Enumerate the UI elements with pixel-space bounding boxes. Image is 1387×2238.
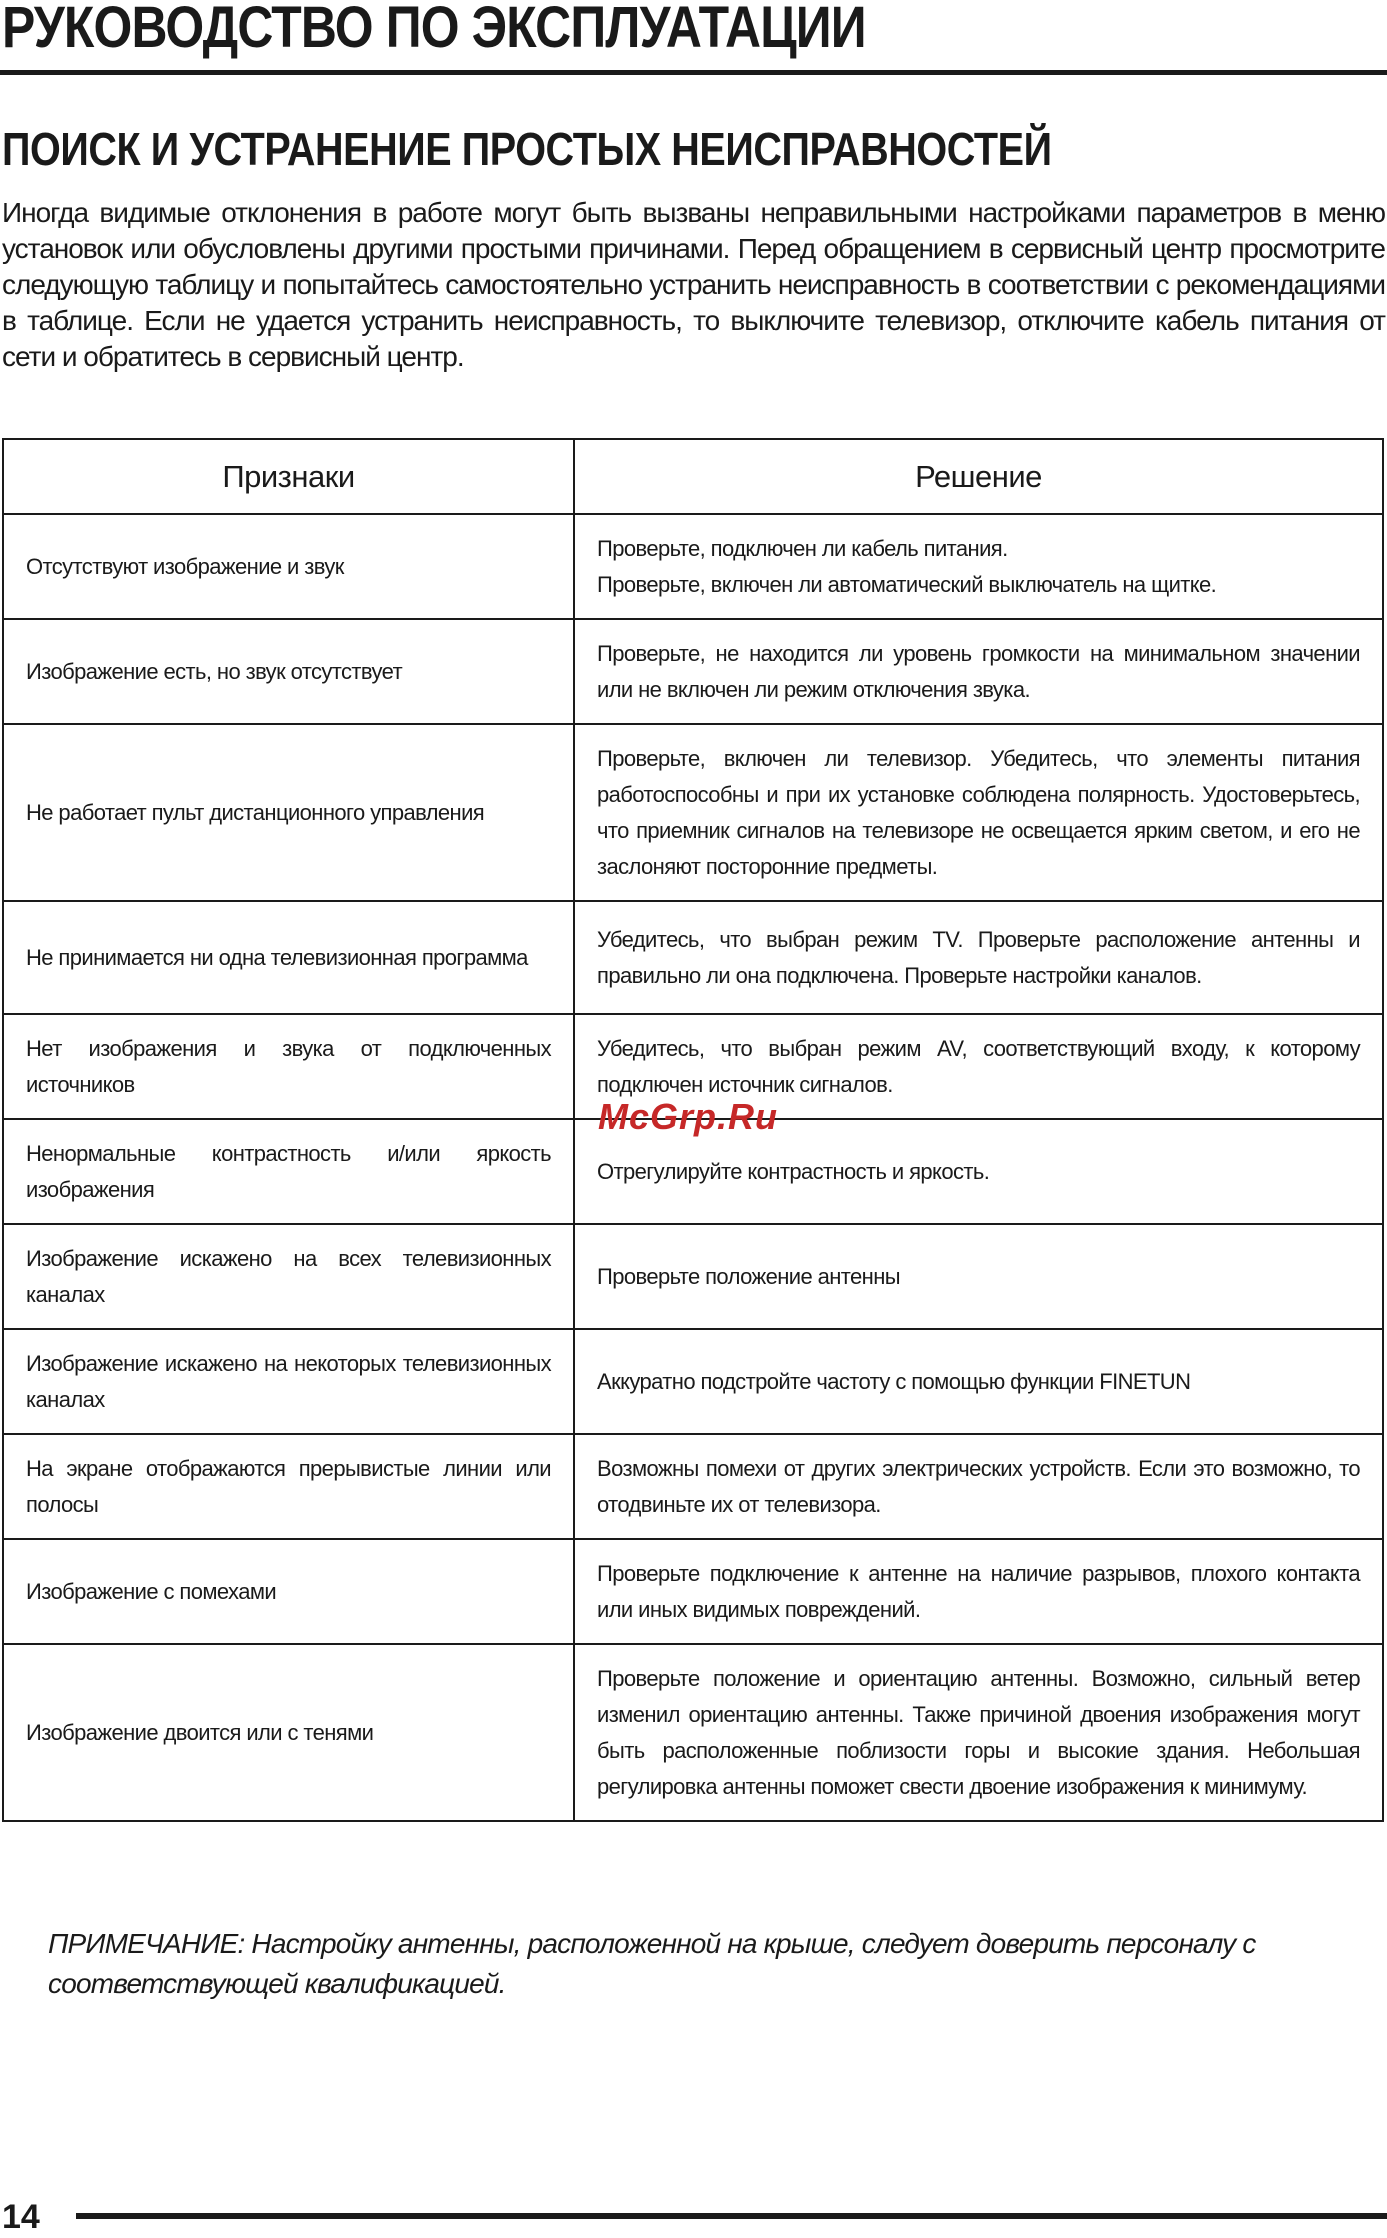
symptom-cell: Отсутствуют изображение и звук (3, 514, 574, 619)
solution-cell: Проверьте, включен ли телевизор. Убедитесь, что элементы питания работоспособны и при их установке соблюдена полярность. Удостоверьтесь, что приемник сигналов на телевизоре не освещается ярким светом, и его не заслоняют посторонние предметы. (574, 724, 1383, 901)
table-row (3, 1434, 1383, 1539)
solution-header: Решение (574, 439, 1383, 514)
table-row (3, 1539, 1383, 1644)
solution-cell: Убедитесь, что выбран режим TV. Проверьте расположение антенны и правильно ли она подключена. Проверьте настройки каналов. (574, 901, 1383, 1014)
symptom-cell: Изображение двоится или с тенями (3, 1644, 574, 1821)
solution-line: Проверьте, подключен ли кабель питания. (597, 535, 1008, 561)
solution-line: Проверьте, включен ли автоматический выключатель на щитке. (597, 571, 1217, 597)
symptom-cell: Не принимается ни одна телевизионная программа (3, 901, 574, 1014)
table-row (3, 1329, 1383, 1434)
solution-cell: Возможны помехи от других электрических устройств. Если это возможно, то отодвиньте их от телевизора. (574, 1434, 1383, 1539)
footer-rule (76, 2213, 1387, 2219)
symptoms-header: Признаки (3, 439, 574, 514)
solution-cell: Проверьте положение и ориентацию антенны. Возможно, сильный ветер изменил ориентацию антенны. Также причиной двоения изображения могут быть расположенные поблизости горы и высокие здания. Небольшая регулировка антенны поможет свести двоение изображения к минимуму. (574, 1644, 1383, 1821)
symptom-cell: На экране отображаются прерывистые линии или полосы (3, 1434, 574, 1539)
table-row (3, 1224, 1383, 1329)
solution-cell: Проверьте подключение к антенне на наличие разрывов, плохого контакта или иных видимых повреждений. (574, 1539, 1383, 1644)
table-row (3, 901, 1383, 1014)
page-number: 14 (2, 2198, 40, 2236)
solution-cell: Отрегулируйте контрастность и яркость. (574, 1119, 1383, 1224)
solution-cell: Проверьте положение антенны (574, 1224, 1383, 1329)
symptom-cell: Изображение искажено на некоторых телевизионных каналах (3, 1329, 574, 1434)
symptom-cell: Изображение есть, но звук отсутствует (3, 619, 574, 724)
manual-title: РУКОВОДСТВО ПО ЭКСПЛУАТАЦИИ (2, 0, 866, 60)
solution-cell (574, 514, 1383, 619)
solution-cell: Аккуратно подстройте частоту с помощью функции FINETUN (574, 1329, 1383, 1434)
header-rule (0, 70, 1387, 75)
symptom-cell: Ненормальные контрастность и/или яркость изображения (3, 1119, 574, 1224)
solution-cell: Проверьте, не находится ли уровень громкости на минимальном значении или не включен ли режим отключения звука. (574, 619, 1383, 724)
symptom-cell: Изображение с помехами (3, 1539, 574, 1644)
note: ПРИМЕЧАНИЕ: Настройку антенны, расположенной на крыше, следует доверить персоналу с соответствующей квалификацией. (48, 1928, 1256, 1999)
solution-cell: Убедитесь, что выбран режим AV, соответствующий входу, к которому подключен источник сигналов. (574, 1014, 1383, 1119)
table-row (3, 619, 1383, 724)
table-row (3, 1644, 1383, 1821)
table-row (3, 514, 1383, 619)
symptom-cell: Не работает пульт дистанционного управления (3, 724, 574, 901)
table-header-row (3, 439, 1383, 514)
watermark: McGrp.Ru (598, 1096, 779, 1137)
section-title: ПОИСК И УСТРАНЕНИЕ ПРОСТЫХ НЕИСПРАВНОСТЕЙ (2, 123, 1052, 175)
symptom-cell: Изображение искажено на всех телевизионных каналах (3, 1224, 574, 1329)
symptom-cell: Нет изображения и звука от подключенных источников (3, 1014, 574, 1119)
intro-paragraph: Иногда видимые отклонения в работе могут быть вызваны неправильными настройками параметров в меню установок или обусловлены другими простыми причинами. Перед обращением в сервисный центр просмотрите следующую таблицу и попытайтесь самостоятельно устранить неисправность в соответствии с рекомендациями в таблице. Если не удается устранить неисправность, то выключите телевизор, отключите кабель питания от сети и обратитесь в сервисный центр. (2, 197, 1385, 372)
table-row (3, 724, 1383, 901)
